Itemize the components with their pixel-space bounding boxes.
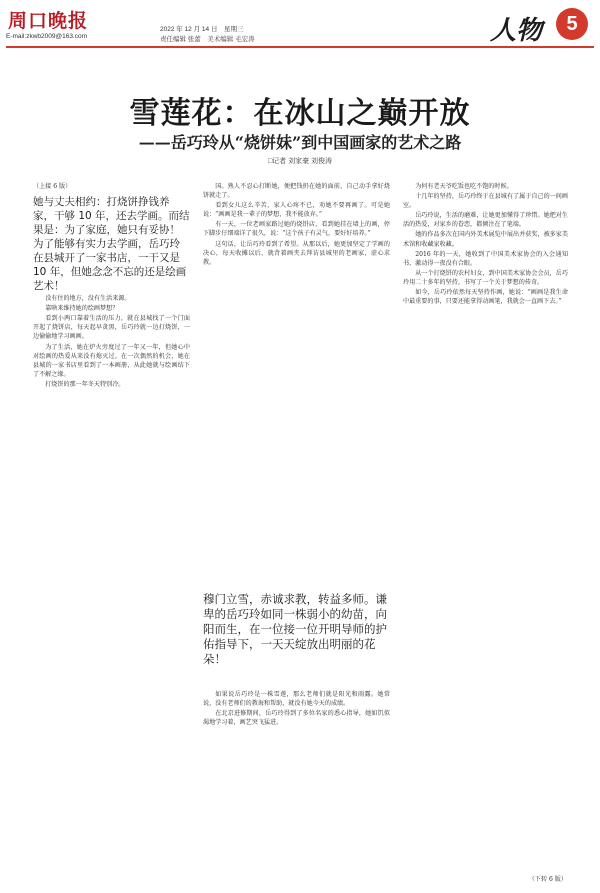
paragraph: 看到小两口靠着生活的压力，就在县城找了一个门面开起了烧饼店，每天起早贪黑，岳巧玲就一边打烧饼，一边偷偷地学习画画。: [33, 315, 190, 341]
paragraph: 看到女儿这么辛苦，家人心疼不已，劝她不要再画了。可是她说：“画画是我一辈子的梦想，我不能放弃。”: [203, 202, 390, 219]
paragraph: 如今，岳巧玲依然每天坚持作画，她说：“画画是我生命中最重要的事，只要还能拿得动画笔，我就会一直画下去。”: [403, 289, 568, 306]
paragraph: 这句话，让岳巧玲看到了希望。从那以后，她更加坚定了学画的决心，每天收摊以后，就背着画夹去拜访县城里的老画家，虚心求教。: [203, 240, 390, 266]
masthead: [0, 0, 600, 62]
continued-on-note: （下转 6 版）: [528, 876, 567, 883]
paragraph: 如果说岳巧玲是一株雪莲，那么老师们就是阳光和雨露。她常说，没有老师们的教诲和帮助，就没有她今天的成绩。: [203, 691, 390, 708]
paragraph: 从一个打烧饼的农村妇女，到中国美术家协会会员，岳巧玲用二十多年的坚持，书写了一个关于梦想的传奇。: [403, 269, 568, 286]
paragraph: 靠啥来维持她的绘画梦想？: [45, 305, 119, 313]
pull-quote-2: 穆门立雪，赤诚求教，转益多师。谦卑的岳巧玲如同一株弱小的幼苗，向阳而生，在一位接一位开明导师的护佑指导下，一天天绽放出明丽的花朵！: [203, 592, 390, 667]
article-headline: 雪莲花：在冰山之巅开放: [129, 96, 471, 131]
contact-email: E-mail:zkwb2009@163.com: [6, 33, 88, 40]
page-number-badge: 5: [556, 8, 588, 40]
article-column-3: [403, 182, 568, 882]
editor-credits: 责任编辑 张蕾 美术编辑 毛宏涛: [160, 36, 255, 43]
article-column-1: [33, 182, 190, 874]
paragraph: 没有住的地方，没有生活来源。: [45, 295, 131, 303]
article-subheadline: ——岳巧玲从“烧饼妹”到中国画家的艺术之路: [138, 133, 462, 152]
column-2-upper: [203, 182, 390, 590]
paragraph: 在北京进修期间，岳巧玲得到了多位名家的悉心指导，她如饥似渴地学习着，画艺突飞猛进。: [203, 710, 390, 727]
paragraph: 国。熟人不忍心打断她，便把钱扔在她的面前，自己动手拿好烧饼就走了。: [203, 183, 390, 200]
paragraph: 有一天，一位老画家路过她的烧饼店，看到她挂在墙上的画，停下脚步仔细端详了很久，说：“这个孩子有灵气，要好好培养。”: [203, 221, 390, 238]
paragraph: 她的作品多次在国内外美术展览中展出并获奖，被多家美术馆和收藏家收藏。: [403, 231, 568, 248]
article-column-2: [203, 182, 390, 874]
paragraph: 为何有老天爷吃饭也吃不饱的时候。: [415, 183, 513, 190]
paragraph: 打烧饼的那一年冬天特别冷。: [45, 380, 125, 388]
paragraph: 为了生活，她在炉火旁度过了一年又一年，但她心中对绘画的热爱从来没有熄灭过。在一次偶然的机会，她在县城的一家书店里看到了一本画册，从此她就与绘画结下了不解之缘。: [33, 343, 190, 378]
header-divider: [6, 46, 594, 48]
section-title: 人物: [490, 16, 543, 46]
newspaper-logo: 周口晚报: [8, 10, 89, 32]
continued-from-note: （上接 6 版）: [33, 183, 72, 190]
column-2-lower: [203, 690, 390, 874]
paragraph: 十几年的坚持，岳巧玲终于在县城有了属于自己的一间画室。: [403, 193, 568, 210]
article-byline: □记者 刘家豪 刘俊涛: [267, 158, 333, 165]
paragraph: 岳巧玲说，生活的磨难，让她更加懂得了珍惜。她把对生活的热爱，对家乡的眷恋，都倾注在了笔端。: [403, 212, 568, 229]
issue-date: 2022 年 12 月 14 日 星期三: [160, 26, 244, 33]
pull-quote-1: 她与丈夫相约：打烧饼挣钱养家，干够 10 年，还去学画。而结果是：为了家庭，她只有妥协！为了能够有实力去学画，岳巧玲在县城开了一家书店，一干又是 10 年，但她念念不忘的还是绘画艺术！: [33, 196, 190, 293]
paragraph: 2016 年的一天，她收到了中国美术家协会的入会通知书，激动得一夜没有合眼。: [403, 250, 568, 267]
